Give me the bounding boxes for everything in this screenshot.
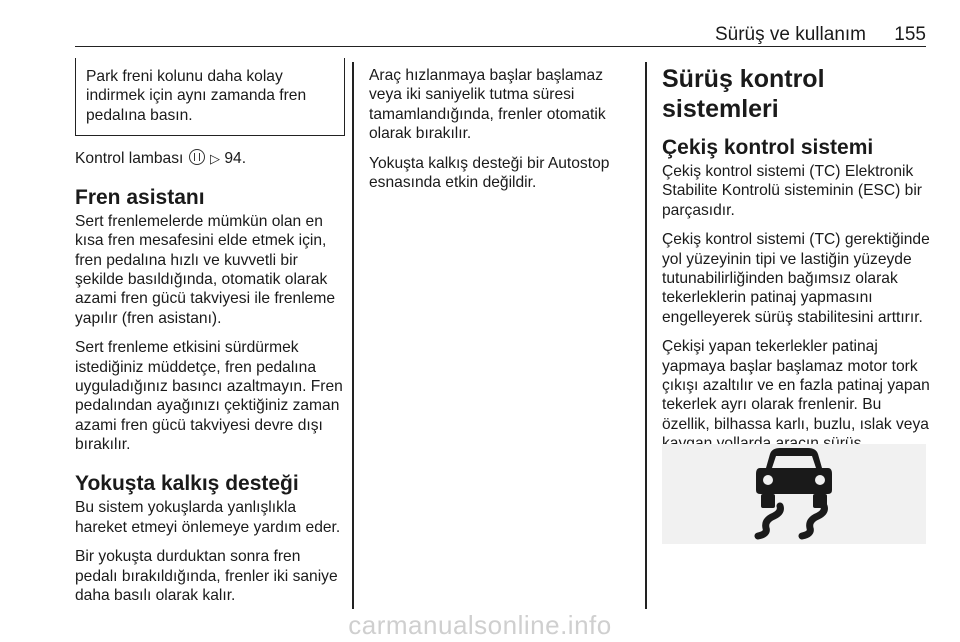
section-heading: Yokuşta kalkış desteği	[75, 472, 299, 496]
traction-control-figure	[662, 444, 926, 544]
lamp-reference: Kontrol lambası ▷ 94.	[75, 149, 247, 167]
page-number: 155	[894, 24, 926, 45]
column-2	[369, 66, 639, 203]
brake-warning-icon	[189, 149, 205, 165]
paragraph: Bu sistem yokuşlarda yanlışlıkla hareket etmeyi önlemeye yardım eder.	[75, 499, 341, 536]
section-heading: Fren asistanı	[75, 186, 205, 210]
chapter-title: Sürüş kontrol sistemleri	[662, 65, 825, 123]
paragraph: Çekiş kontrol sistemi (TC) gerektiğinde yol yüzeyinin tipi ve lastiğin yüzeyde tutunabilirliğinden bağımsız olarak tekerleklerin patinaj yapmasını engelleyerek sürüş stabilitesini arttırır.	[662, 231, 930, 326]
paragraph: Çekişi yapan tekerlekler patinaj yapmaya başlar başlamaz motor tork çıkışı azaltılır ve en fazla patinaj yapan tekerlek ayrı olarak frenlenir. Bu özellik, bilhassa karlı, buzlu, ıslak veya	[662, 338, 930, 433]
note-box	[75, 58, 345, 136]
paragraph: Bir yokuşta durduktan sonra fren pedalı bırakıldığında, frenler iki saniye daha basılı olarak kalır.	[75, 548, 338, 604]
traction-control-car-icon	[662, 444, 926, 544]
page-header	[75, 16, 926, 47]
watermark: carmanualsonline.info	[348, 610, 612, 640]
column-3	[662, 64, 932, 483]
paragraph: Sert frenlemelerde mümkün olan en kısa fren mesafesini elde etmek için, fren pedalına hızlı ve kuvvetli bir şekilde basıldığında, otomatik olarak azami fren gücü takviyesi ile frenleme yapılır (fren asistanı).	[75, 213, 336, 327]
section-heading: Çekiş kontrol sistemi	[662, 136, 874, 159]
paragraph: Sert frenleme etkisini sürdürmek istediğiniz müddetçe, fren pedalına uyguladığınız basıncı azaltmayın. Fren pedalından ayağınızı çektiğiniz zaman azami fren gücü takviyesi devre dışı bırakılır.	[75, 339, 343, 453]
column-1	[75, 60, 345, 616]
section-title: Sürüş ve kullanım	[714, 24, 866, 45]
paragraph: Yokuşta kalkış desteği bir Autostop esnasında etkin değildir.	[369, 154, 610, 191]
column-divider	[645, 62, 647, 609]
reference-arrow-icon: ▷	[210, 150, 221, 166]
paragraph: Araç hızlanmaya başlar başlamaz veya iki saniyelik tutma süresi tamamlandığında, frenler otomatik olarak bırakılır.	[369, 67, 606, 142]
note-text: Park freni kolunu daha kolay indirmek için aynı zamanda fren pedalına basın.	[86, 68, 307, 124]
column-divider	[352, 62, 354, 609]
page-reference-link[interactable]: 94.	[224, 149, 247, 167]
paragraph: Çekiş kontrol sistemi (TC) Elektronik Stabilite Kontrolü sisteminin (ESC) bir parçasıdır.	[662, 163, 922, 219]
